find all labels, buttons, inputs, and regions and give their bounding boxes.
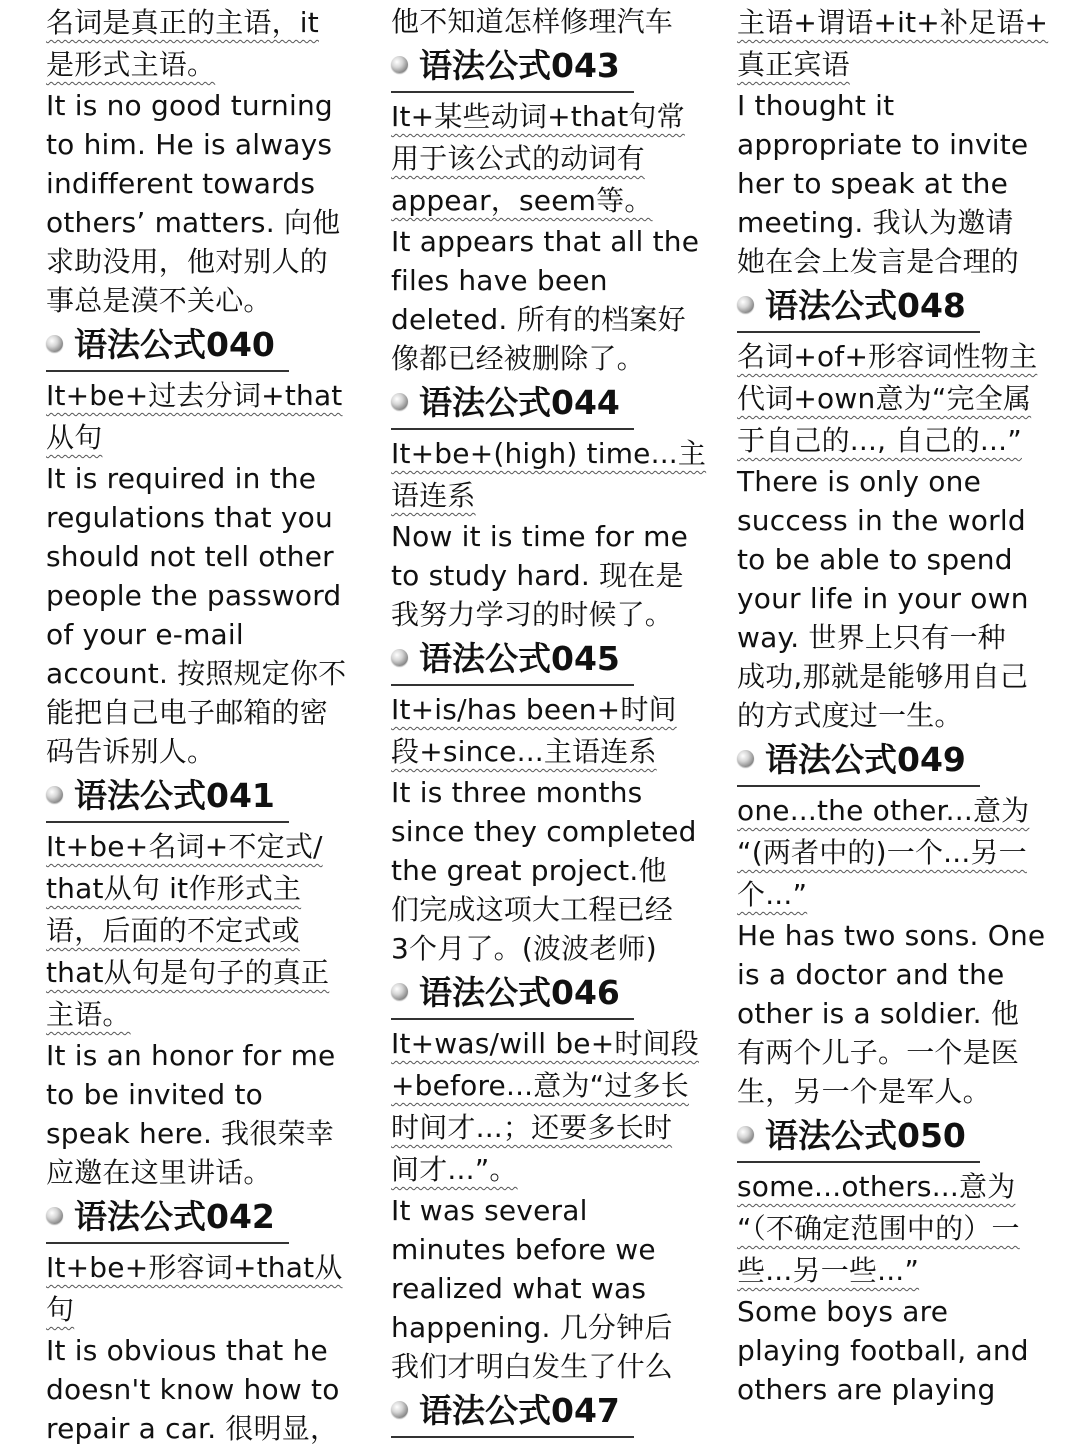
text-line: It is three months [391, 776, 643, 809]
text-line: indifferent towards [46, 167, 316, 200]
heading-text: 语法公式050 [765, 1116, 966, 1155]
heading-text: 语法公式045 [419, 639, 620, 678]
text-line: meeting. 我认为邀请 [737, 206, 1014, 239]
text-line: happening. 几分钟后 [391, 1311, 673, 1344]
text-line: doesn't know how to [46, 1373, 340, 1406]
text-line: speak here. 我很荣幸 [46, 1117, 334, 1150]
heading-text: 语法公式047 [419, 1391, 620, 1430]
text-line: 主语+谓语+it+补足语+ [737, 6, 1049, 39]
text-line: He has two sons. One [737, 919, 1046, 952]
text-line: 事总是漠不关心。 [46, 284, 272, 317]
formula-rule [391, 689, 691, 773]
formula-heading [737, 1115, 980, 1163]
text-line: It+is/has been+时间 [391, 693, 677, 726]
text-line: 我努力学习的时候了。 [391, 598, 674, 631]
formula-rule [391, 1023, 699, 1191]
text-line: to study hard. 现在是 [391, 559, 684, 592]
text-line: It+be+过去分词+that [46, 379, 343, 412]
text-line: that从句 it作形式主 [46, 872, 302, 905]
text-line: 代词+own意为“完全属 [737, 382, 1032, 415]
text-line: files have been [391, 264, 608, 297]
example-sentence [737, 462, 1037, 735]
heading-text: 语法公式046 [419, 973, 620, 1012]
formula-heading [46, 1196, 289, 1244]
heading-text: 语法公式040 [74, 325, 275, 364]
text-line: It+be+名词+不定式/ [46, 830, 323, 863]
text-line: 主语。 [46, 998, 131, 1031]
example-sentence [391, 773, 697, 968]
formula-heading [391, 1390, 634, 1438]
text-line: her to speak at the [737, 167, 1009, 200]
formula-rule [737, 1166, 1037, 1292]
formula-rule [46, 375, 346, 459]
text-line: It appears that all the [391, 225, 700, 258]
text-line: way. 世界上只有一种 [737, 621, 1006, 654]
example-sentence [737, 86, 1037, 281]
example-sentence [46, 1036, 346, 1192]
text-line: the great project.他 [391, 854, 667, 887]
formula-heading [391, 45, 634, 93]
text-line: other is a soldier. 他 [737, 997, 1020, 1030]
text-line: 句 [46, 1293, 75, 1326]
text-line: It is an honor for me [46, 1039, 336, 1072]
bullet-icon [391, 1401, 408, 1418]
formula-heading [737, 739, 980, 787]
text-line: 些...另一些...” [737, 1254, 920, 1287]
text-line: 语，后面的不定式或 [46, 914, 300, 947]
text-line: It was several [391, 1194, 588, 1227]
text-line: appear，seem等。 [391, 184, 653, 217]
text-line: realized what was [391, 1272, 647, 1305]
heading-text: 语法公式043 [419, 46, 620, 85]
text-line: success in the world [737, 504, 1026, 537]
text-line: 于自己的..., 自己的...” [737, 424, 1022, 457]
formula-heading [46, 324, 289, 372]
text-line: It+某些动词+that句常 [391, 100, 685, 133]
text-line: 个...” [737, 878, 808, 911]
text-line: 间才...”。 [391, 1153, 518, 1186]
text-line: some...others...意为 [737, 1170, 1016, 1203]
text-line: to him. He is always [46, 128, 333, 161]
text-line: repair a car. 很明显， [46, 1412, 339, 1445]
text-line: 码告诉别人。 [46, 735, 216, 768]
formula-heading [391, 382, 634, 430]
example-sentence [391, 517, 691, 634]
text-line: 真正宾语 [737, 48, 850, 81]
text-line: 有两个儿子。一个是医 [737, 1036, 1020, 1069]
text-line: 像都已经被删除了。 [391, 342, 645, 375]
text-line: is a doctor and the [737, 958, 1005, 991]
text-line: It+was/will be+时间段 [391, 1027, 699, 1060]
formula-heading [391, 972, 634, 1020]
text-line: that从句是句子的真正 [46, 956, 330, 989]
text-line: 是形式主语。 [46, 48, 216, 81]
formula-rule [391, 433, 707, 517]
bullet-icon [391, 56, 408, 73]
column-2 [391, 2, 707, 1441]
heading-text: 语法公式041 [74, 776, 275, 815]
bullet-icon [46, 786, 63, 803]
formula-heading [46, 775, 289, 823]
text-line: Now it is time for me [391, 520, 689, 553]
text-line: 生，另一个是军人。 [737, 1075, 991, 1108]
text-line: +before...意为“过多长 [391, 1069, 689, 1102]
text-line: 时间才...；还要多长时 [391, 1111, 673, 1144]
text-line: deleted. 所有的档案好 [391, 303, 686, 336]
text-line: your life in your own [737, 582, 1029, 615]
text-line: “(两者中的)一个...另一 [737, 836, 1027, 869]
bullet-icon [46, 1207, 63, 1224]
bullet-icon [391, 393, 408, 410]
column-1 [46, 2, 346, 1448]
bullet-icon [737, 750, 754, 767]
example-sentence [46, 86, 346, 320]
text-line: others are playing [737, 1373, 996, 1406]
text-line: 从句 [46, 421, 103, 454]
text-line: people the password [46, 579, 342, 612]
text-line: Some boys are [737, 1295, 949, 1328]
example-sentence [737, 1292, 1037, 1409]
text-line: It+be+形容词+that从 [46, 1251, 343, 1284]
text-line: 她在会上发言是合理的 [737, 245, 1020, 278]
text-line: playing football, and [737, 1334, 1029, 1367]
bullet-icon [737, 296, 754, 313]
text-line: 他不知道怎样修理汽车 [391, 5, 674, 38]
text-line: It is required in the [46, 462, 317, 495]
text-line: appropriate to invite [737, 128, 1029, 161]
text-line: “（不确定范围中的）一 [737, 1212, 1020, 1245]
text-line: to be invited to [46, 1078, 263, 1111]
text-line: one...the other...意为 [737, 794, 1030, 827]
formula-rule [46, 826, 346, 1036]
example-sentence [737, 916, 1046, 1111]
text-line: 用于该公式的动词有 [391, 142, 645, 175]
formula-rule [737, 2, 1049, 86]
text-line: minutes before we [391, 1233, 656, 1266]
example-sentence [46, 1331, 346, 1448]
text-line: I thought it [737, 89, 895, 122]
example-sentence [391, 2, 691, 41]
example-sentence [391, 1191, 691, 1386]
bullet-icon [391, 983, 408, 1000]
bullet-icon [46, 335, 63, 352]
text-line: of your e-mail [46, 618, 244, 651]
text-line: There is only one [737, 465, 981, 498]
formula-rule [46, 2, 346, 86]
text-line: 语连系 [391, 479, 476, 512]
text-line: 名词+of+形容词性物主 [737, 340, 1038, 373]
heading-text: 语法公式048 [765, 286, 966, 325]
example-sentence [46, 459, 346, 771]
heading-text: 语法公式042 [74, 1197, 275, 1236]
formula-rule [737, 336, 1037, 462]
text-line: 能把自己电子邮箱的密 [46, 696, 329, 729]
text-line: It is no good turning [46, 89, 333, 122]
formula-rule [46, 1247, 346, 1331]
text-line: since they completed [391, 815, 697, 848]
example-sentence [391, 222, 700, 378]
text-line: account. 按照规定你不 [46, 657, 347, 690]
text-line: 求助没用，他对别人的 [46, 245, 329, 278]
text-line: others’ matters. 向他 [46, 206, 341, 239]
text-line: 我们才明白发生了什么 [391, 1350, 674, 1383]
formula-rule [391, 96, 691, 222]
text-line: should not tell other [46, 540, 334, 573]
text-line: 的方式度过一生。 [737, 699, 963, 732]
text-line: 成功,那就是能够用自己 [737, 660, 1029, 693]
text-line: 名词是真正的主语，it [46, 6, 319, 39]
text-line: 段+since...主语连系 [391, 735, 657, 768]
text-line: to be able to spend [737, 543, 1013, 576]
text-line: 应邀在这里讲话。 [46, 1156, 272, 1189]
formula-rule [737, 790, 1037, 916]
bullet-icon [391, 649, 408, 666]
formula-heading [737, 285, 980, 333]
text-line: 3个月了。(波波老师) [391, 932, 657, 965]
text-line: It+be+(high) time...主 [391, 437, 707, 470]
heading-text: 语法公式049 [765, 740, 966, 779]
column-3 [737, 2, 1049, 1409]
heading-text: 语法公式044 [419, 383, 620, 422]
text-line: 们完成这项大工程已经 [391, 893, 674, 926]
text-line: regulations that you [46, 501, 333, 534]
formula-heading [391, 638, 634, 686]
text-line: It is obvious that he [46, 1334, 328, 1367]
bullet-icon [737, 1126, 754, 1143]
